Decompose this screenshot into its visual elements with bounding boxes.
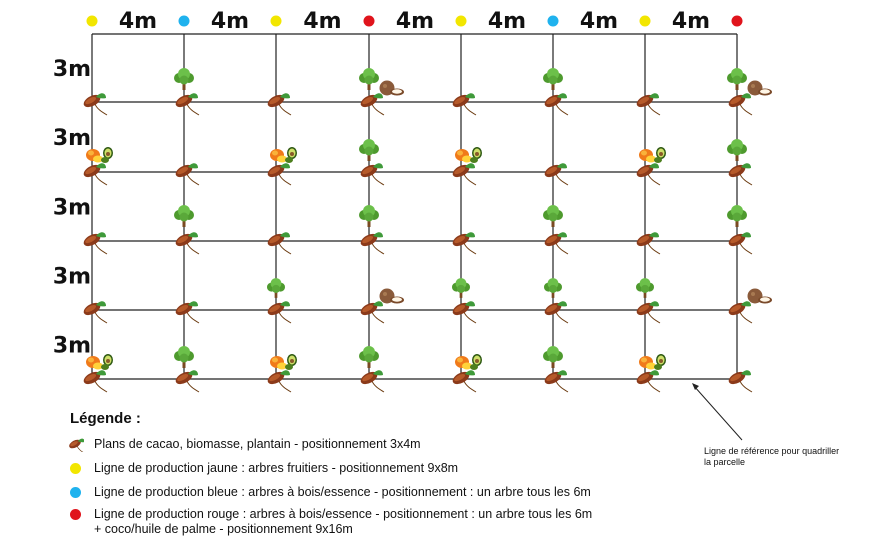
tree-icon [727,205,747,227]
cacao-pod-icon [451,162,476,185]
cacao-pod-icon [727,369,752,392]
yellow-dot-icon [640,16,651,27]
cacao-pod-icon [82,162,107,185]
cacao-pod-icon [635,369,660,392]
top-dimension-label: 4m [118,9,158,34]
top-dimension-label: 4m [579,9,619,34]
reference-line-annotation [704,446,864,468]
cacao-pod-icon [82,92,107,115]
cacao-pod-icon [451,231,476,254]
legend-text-yellow: Ligne de production jaune : arbres fruitiers - positionnement 9x8m [94,461,459,475]
side-dimension-label: 3m [52,126,92,151]
cacao-pod-icon [359,300,384,323]
top-dimension-label: 4m [671,9,711,34]
cacao-pod-icon [266,92,291,115]
side-dimension-label: 3m [52,57,92,82]
plant-icons [82,68,772,392]
cacao-pod-icon [266,369,291,392]
top-dimension-label: 4m [303,9,342,34]
tree-icon [543,346,563,368]
legend-text-cacao: Plans de cacao, biomasse, plantain - positionnement 3x4m [94,437,421,451]
cacao-pod-icon [543,92,568,115]
side-dimension-label: 3m [52,264,92,290]
legend-item-cacao [66,437,421,452]
cacao-pod-icon [82,300,107,323]
cacao-pod-icon [266,231,291,254]
tree-icon [359,205,379,227]
cacao-pod-icon [451,92,476,115]
cacao-pod-icon [359,369,384,392]
top-dimension-label: 4m [395,9,435,34]
tree-icon [727,68,747,90]
legend-item-red [66,507,592,537]
cacao-pod-icon [727,300,752,323]
legend-title: Légende : [70,410,141,427]
legend-text-blue: Ligne de production bleue : arbres à bois/essence - positionnement : un arbre tous les 6m [94,485,591,499]
yellow-dot-icon [70,463,81,474]
coconut-icon [748,81,773,96]
legend-text-red: Ligne de production rouge : arbres à bois/essence - positionnement : un arbre tous les 6m [94,507,593,521]
top-dimension-label: 4m [487,9,527,34]
mango-avocado-icon [270,354,297,370]
mango-avocado-icon [455,354,482,370]
coconut-icon [380,289,405,304]
cacao-pod-icon [635,92,660,115]
top-dimension-label: 4m [210,9,250,34]
cacao-pod-icon [635,300,660,323]
cacao-pod-icon [635,231,660,254]
yellow-dot-icon [87,16,98,27]
mango-avocado-icon [639,147,666,163]
cacao-pod-icon [174,92,199,115]
cacao-pod-icon [266,162,291,185]
cacao-pod-icon [451,369,476,392]
cacao-pod-icon [82,369,107,392]
tree-icon [359,139,379,161]
blue-dot-icon [70,487,81,498]
mango-avocado-icon [455,147,482,163]
cacao-pod-icon [635,162,660,185]
blue-dot-icon [548,16,559,27]
tree-icon [543,205,563,227]
yellow-dot-icon [271,16,282,27]
tree-icon [452,278,470,298]
red-dot-icon [364,16,375,27]
cacao-pod-icon [727,231,752,254]
reference-line-arrow [692,383,742,440]
tree-icon [267,278,285,298]
cacao-pod-icon [543,369,568,392]
legend-item-yellow [66,461,458,476]
cacao-pod-icon [359,162,384,185]
tree-icon [727,139,747,161]
annotation-line-2: la parcelle [704,457,746,467]
top-dimension-labels [119,9,710,34]
coconut-icon [380,81,405,96]
side-dimension-label: 3m [52,333,92,359]
cacao-pod-icon [82,231,107,254]
cacao-pod-icon [359,92,384,115]
grid-lines [92,34,737,379]
red-dot-icon [70,509,81,520]
annotation-line-1: Ligne de référence pour quadriller [704,446,840,456]
tree-icon [544,278,562,298]
tree-icon [174,346,194,368]
cacao-pod-icon [727,92,752,115]
tree-icon [359,68,379,90]
blue-dot-icon [179,16,190,27]
side-dimension-label: 3m [52,195,92,221]
cacao-pod-icon [359,231,384,254]
cacao-pod-icon [66,437,84,451]
cacao-pod-icon [266,300,291,323]
mango-avocado-icon [639,354,666,370]
legend-text-red-2: + coco/huile de palme - positionnement 9x16m [94,522,353,536]
cacao-pod-icon [174,231,199,254]
tree-icon [174,205,194,227]
tree-icon [174,68,194,90]
cacao-pod-icon [543,162,568,185]
cacao-pod-icon [543,231,568,254]
red-dot-icon [732,16,743,27]
mango-avocado-icon [270,147,297,163]
yellow-dot-icon [456,16,467,27]
cacao-pod-icon [174,300,199,323]
cacao-pod-icon [174,369,199,392]
cacao-pod-icon [174,162,199,185]
cacao-pod-icon [451,300,476,323]
coconut-icon [748,289,773,304]
tree-icon [543,68,563,90]
cacao-pod-icon [727,162,752,185]
tree-icon [359,346,379,368]
cacao-pod-icon [543,300,568,323]
tree-icon [636,278,654,298]
legend-item-blue [66,485,591,500]
